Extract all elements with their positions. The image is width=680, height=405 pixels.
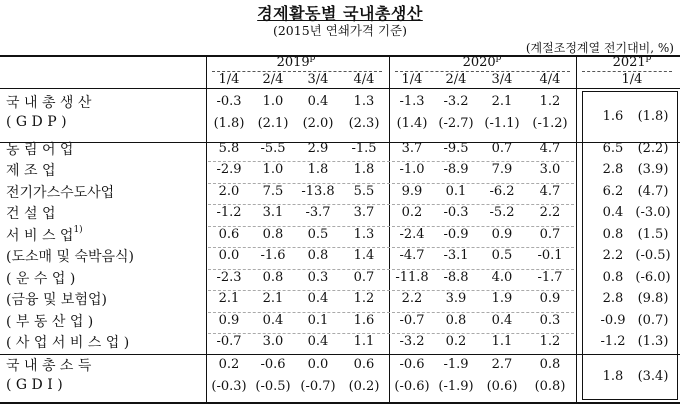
value-cell: 0.9 xyxy=(218,313,240,328)
value-cell: -2.3 xyxy=(216,270,242,285)
table-top-rule xyxy=(0,55,680,57)
value-cell: -9.5 xyxy=(443,141,469,156)
value-2021-yoy: (3.9) xyxy=(637,162,669,177)
row-label: (금융 및 보험업) xyxy=(6,292,107,308)
value-cell: 1.8 xyxy=(307,162,329,177)
value-2021: 0.4 xyxy=(602,205,624,220)
row-label: 서 비 스 업$^{1)}$ xyxy=(6,225,83,244)
value-2021-yoy: (4.7) xyxy=(637,184,669,199)
value-2021: -1.2 xyxy=(600,334,626,349)
value-cell: 3.7 xyxy=(353,205,375,220)
value-cell: 0.1 xyxy=(445,184,467,199)
value-cell: (-2.7) xyxy=(438,116,474,131)
row-label: 국 내 총 생 산 xyxy=(6,95,92,111)
table-bottom-rule xyxy=(0,402,680,404)
value-cell: 0.7 xyxy=(491,141,513,156)
page-title: 경제활동별 국내총생산 xyxy=(257,4,423,23)
value-2021-yoy: (0.7) xyxy=(637,313,669,328)
value-2021-yoy: (-6.0) xyxy=(635,270,671,285)
value-2021-yoy: (1.5) xyxy=(637,227,669,242)
value-cell: 0.3 xyxy=(539,313,561,328)
value-cell: 2.1 xyxy=(262,291,284,306)
value-cell: -2.4 xyxy=(399,227,425,242)
value-cell: 0.6 xyxy=(353,357,375,372)
value-cell: -5.5 xyxy=(260,141,286,156)
value-cell: 0.6 xyxy=(218,227,240,242)
row-label: 건 설 업 xyxy=(6,206,56,222)
value-cell: 7.5 xyxy=(262,184,284,199)
value-cell: -0.9 xyxy=(443,227,469,242)
value-cell: 0.9 xyxy=(539,291,561,306)
value-cell: 5.5 xyxy=(353,184,375,199)
quarter-header: 3/4 xyxy=(307,72,329,87)
value-cell: 0.9 xyxy=(491,227,513,242)
value-cell: 1.3 xyxy=(353,94,375,109)
year-header-2020: 2020$^p$ xyxy=(462,53,502,70)
highlight-box-2021 xyxy=(582,91,678,400)
value-cell: 7.9 xyxy=(491,162,513,177)
value-cell: (0.8) xyxy=(534,379,566,394)
row-label: ( G D P ) xyxy=(6,114,67,130)
value-cell: -8.8 xyxy=(443,270,469,285)
row-label: ( 운 수 업 ) xyxy=(6,271,76,287)
value-cell: -13.8 xyxy=(301,184,335,199)
value-cell: (2.1) xyxy=(257,116,289,131)
value-cell: 2.0 xyxy=(218,184,240,199)
value-2021: 1.6 xyxy=(602,109,624,124)
value-cell: 1.9 xyxy=(491,291,513,306)
gdi-top-rule xyxy=(0,354,680,355)
row-label: 제 조 업 xyxy=(6,163,56,179)
value-cell: 1.4 xyxy=(353,248,375,263)
value-2021-yoy: (9.8) xyxy=(637,291,669,306)
value-cell: 0.4 xyxy=(307,334,329,349)
value-cell: 0.2 xyxy=(445,334,467,349)
value-cell: 1.1 xyxy=(353,334,375,349)
value-cell: -1.2 xyxy=(216,205,242,220)
value-cell: 3.0 xyxy=(262,334,284,349)
value-cell: -5.2 xyxy=(489,205,515,220)
value-cell: 1.0 xyxy=(262,162,284,177)
value-2021-yoy: (3.4) xyxy=(637,369,669,384)
value-2021-yoy: (1.8) xyxy=(637,109,669,124)
value-cell: 0.5 xyxy=(491,248,513,263)
value-cell: 4.0 xyxy=(491,270,513,285)
value-2021: 6.2 xyxy=(602,184,624,199)
value-cell: (-1.2) xyxy=(532,116,568,131)
value-cell: -3.2 xyxy=(443,94,469,109)
value-cell: 0.7 xyxy=(539,227,561,242)
value-cell: 1.2 xyxy=(539,94,561,109)
value-cell: 0.0 xyxy=(218,248,240,263)
year-header-2019: 2019$^p$ xyxy=(276,53,316,70)
value-cell: -1.7 xyxy=(537,270,563,285)
value-cell: 0.4 xyxy=(307,94,329,109)
value-cell: 0.7 xyxy=(353,270,375,285)
value-cell: 3.1 xyxy=(262,205,284,220)
value-2021-yoy: (1.3) xyxy=(637,334,669,349)
header-bottom-rule xyxy=(0,88,680,89)
value-cell: 0.4 xyxy=(262,313,284,328)
value-cell: 0.5 xyxy=(307,227,329,242)
row-label: ( 사 업 서 비 스 업 ) xyxy=(6,335,130,351)
value-cell: 1.3 xyxy=(353,227,375,242)
value-cell: -0.1 xyxy=(537,248,563,263)
value-cell: (2.0) xyxy=(302,116,334,131)
value-cell: 0.1 xyxy=(307,313,329,328)
value-cell: 1.2 xyxy=(353,291,375,306)
value-cell: -11.8 xyxy=(395,270,429,285)
value-cell: -3.1 xyxy=(443,248,469,263)
value-cell: (-0.5) xyxy=(255,379,291,394)
value-cell: -0.3 xyxy=(216,94,242,109)
year-divider-2021 xyxy=(576,55,577,402)
value-cell: 0.8 xyxy=(307,248,329,263)
value-2021: 2.8 xyxy=(602,291,624,306)
value-cell: 0.4 xyxy=(307,291,329,306)
value-cell: -0.6 xyxy=(399,357,425,372)
quarter-header: 1/4 xyxy=(401,72,423,87)
value-cell: -3.7 xyxy=(305,205,331,220)
value-2021: -0.9 xyxy=(600,313,626,328)
value-cell: 2.1 xyxy=(218,291,240,306)
value-cell: 3.7 xyxy=(401,141,423,156)
value-cell: 0.8 xyxy=(262,270,284,285)
quarter-header: 1/4 xyxy=(621,72,643,87)
row-label: 국 내 총 소 득 xyxy=(6,358,92,374)
value-cell: -4.7 xyxy=(399,248,425,263)
value-cell: 0.8 xyxy=(539,357,561,372)
value-cell: (0.6) xyxy=(486,379,518,394)
value-cell: -1.9 xyxy=(443,357,469,372)
value-cell: 1.6 xyxy=(353,313,375,328)
value-2021: 2.2 xyxy=(602,248,624,263)
unit-note: (계절조정계열 전기대비, %) xyxy=(525,41,674,55)
value-cell: 2.7 xyxy=(491,357,513,372)
value-2021: 1.8 xyxy=(602,369,624,384)
value-2021: 0.8 xyxy=(602,270,624,285)
value-cell: 0.8 xyxy=(262,227,284,242)
quarter-header: 3/4 xyxy=(491,72,513,87)
value-cell: 1.0 xyxy=(262,94,284,109)
quarter-header: 2/4 xyxy=(445,72,467,87)
value-cell: 0.8 xyxy=(445,313,467,328)
value-cell: -0.7 xyxy=(216,334,242,349)
value-cell: -0.3 xyxy=(443,205,469,220)
value-cell: (-1.9) xyxy=(438,379,474,394)
value-cell: -3.2 xyxy=(399,334,425,349)
value-2021-yoy: (-3.0) xyxy=(635,205,671,220)
value-cell: 2.1 xyxy=(491,94,513,109)
page-subtitle: (2015년 연쇄가격 기준) xyxy=(272,23,408,38)
value-cell: (1.8) xyxy=(213,116,245,131)
value-cell: 4.7 xyxy=(539,141,561,156)
value-cell: 0.4 xyxy=(491,313,513,328)
value-cell: 1.2 xyxy=(539,334,561,349)
value-2021-yoy: (-0.5) xyxy=(635,248,671,263)
value-cell: 3.0 xyxy=(539,162,561,177)
value-cell: 9.9 xyxy=(401,184,423,199)
value-cell: 5.8 xyxy=(218,141,240,156)
value-cell: 1.1 xyxy=(491,334,513,349)
value-cell: -0.6 xyxy=(260,357,286,372)
value-cell: (2.3) xyxy=(348,116,380,131)
row-label: ( 부 동 산 업 ) xyxy=(6,314,94,330)
value-2021: 0.8 xyxy=(602,227,624,242)
value-cell: 2.2 xyxy=(401,291,423,306)
quarter-header: 4/4 xyxy=(539,72,561,87)
value-2021-yoy: (2.2) xyxy=(637,141,669,156)
value-cell: (-0.3) xyxy=(211,379,247,394)
value-cell: 0.0 xyxy=(307,357,329,372)
value-cell: 1.8 xyxy=(353,162,375,177)
row-label: 전기가스수도사업 xyxy=(6,185,115,201)
row-label: 농 림 어 업 xyxy=(6,142,74,158)
value-cell: 0.2 xyxy=(218,357,240,372)
value-cell: 2.9 xyxy=(307,141,329,156)
value-cell: 3.9 xyxy=(445,291,467,306)
value-2021: 6.5 xyxy=(602,141,624,156)
row-label: (도소매 및 숙박음식) xyxy=(6,249,135,265)
value-cell: (1.4) xyxy=(396,116,428,131)
quarter-header: 2/4 xyxy=(262,72,284,87)
value-cell: (-0.7) xyxy=(300,379,336,394)
value-cell: 0.3 xyxy=(307,270,329,285)
quarter-header: 4/4 xyxy=(353,72,375,87)
value-cell: (0.2) xyxy=(348,379,380,394)
value-cell: -1.3 xyxy=(399,94,425,109)
value-cell: -1.5 xyxy=(351,141,377,156)
value-2021: 2.8 xyxy=(602,162,624,177)
value-cell: (-1.1) xyxy=(484,116,520,131)
year-header-2021: 2021$^p$ xyxy=(612,53,652,70)
value-cell: -8.9 xyxy=(443,162,469,177)
quarter-header: 1/4 xyxy=(218,72,240,87)
value-cell: -2.9 xyxy=(216,162,242,177)
value-cell: 2.2 xyxy=(539,205,561,220)
value-cell: -1.6 xyxy=(260,248,286,263)
value-cell: (-0.6) xyxy=(394,379,430,394)
value-cell: -6.2 xyxy=(489,184,515,199)
value-cell: -1.0 xyxy=(399,162,425,177)
row-label: ( G D I ) xyxy=(6,377,63,393)
value-cell: 0.2 xyxy=(401,205,423,220)
value-cell: -0.7 xyxy=(399,313,425,328)
value-cell: 4.7 xyxy=(539,184,561,199)
